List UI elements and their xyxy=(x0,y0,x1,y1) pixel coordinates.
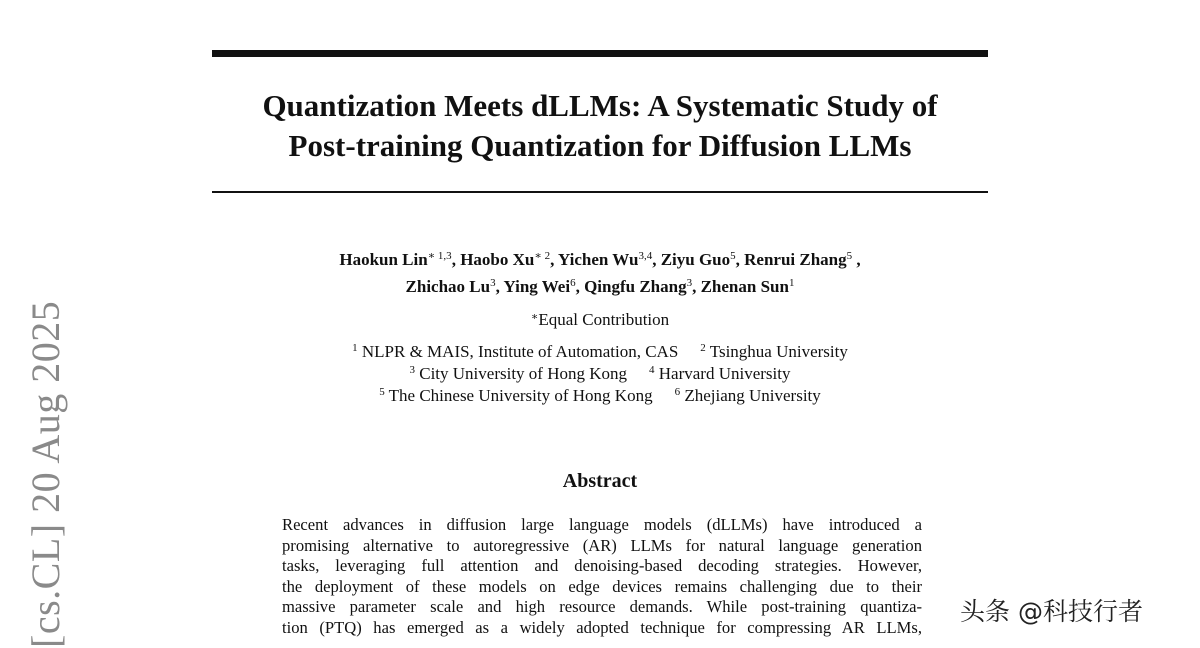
affiliation-line-3 xyxy=(212,385,988,407)
author-affil-mark: 3,4 xyxy=(638,250,653,262)
author-affil-mark: 1 xyxy=(788,277,795,289)
source-watermark: 头条 @科技行者 xyxy=(960,597,1143,626)
affiliation-number: 2 xyxy=(700,342,706,354)
arxiv-side-stamp: [cs.CL] 20 Aug 2025 xyxy=(23,300,68,648)
abstract-line: Recent advances in diffusion large language models (dLLMs) have introduced a xyxy=(282,515,922,534)
title-top-rule xyxy=(212,50,988,57)
author-name: Yichen Wu xyxy=(557,250,639,269)
author-name: Ying Wei xyxy=(503,277,571,296)
author-separator: , xyxy=(550,250,558,269)
affiliation-line-1 xyxy=(212,341,988,363)
author-name: Zhichao Lu xyxy=(405,277,491,296)
equal-contribution-note xyxy=(212,309,988,331)
abstract-line: tasks, leveraging full attention and denoising-based decoding strategies. However, xyxy=(282,556,922,576)
author-affil-mark: ∗ 2 xyxy=(534,250,551,262)
abstract-line: promising alternative to autoregressive (AR) LLMs for natural language generation xyxy=(282,535,922,555)
author-affil-mark: 5 xyxy=(846,250,853,262)
affiliation-name: City University of Hong Kong xyxy=(419,364,628,383)
affiliation-name: Tsinghua University xyxy=(709,342,848,361)
author-name: Renrui Zhang xyxy=(744,250,847,269)
author-separator: , xyxy=(735,250,745,269)
author-line-1 xyxy=(212,246,988,273)
author-separator: , xyxy=(652,250,661,269)
author-affil-mark: 5 xyxy=(730,250,736,262)
author-separator: , xyxy=(451,250,461,269)
equal-contribution-mark: ∗ xyxy=(530,311,539,323)
author-name: Qingfu Zhang xyxy=(584,277,687,296)
author-name: Haokun Lin xyxy=(339,250,428,269)
affiliation-name: Harvard University xyxy=(658,364,791,383)
author-separator: , xyxy=(852,250,861,269)
title-line-2: Post-training Quantization for Diffusion LLMs xyxy=(288,128,912,163)
affiliation-name: The Chinese University of Hong Kong xyxy=(388,386,653,405)
author-name: Zhenan Sun xyxy=(700,277,789,296)
abstract-heading: Abstract xyxy=(562,470,638,492)
author-line-2 xyxy=(212,273,988,300)
author-name: Haobo Xu xyxy=(460,250,535,269)
author-affil-mark: 3 xyxy=(490,277,496,289)
author-affil-mark: 3 xyxy=(686,277,693,289)
author-name: Ziyu Guo xyxy=(660,250,731,269)
abstract-line: tion (PTQ) has emerged as a widely adopted technique for compressing AR LLMs, xyxy=(282,617,922,637)
abstract-body xyxy=(282,515,922,639)
affiliation-list xyxy=(212,341,988,407)
author-list xyxy=(212,246,988,300)
paper-title xyxy=(212,86,988,166)
author-affil-mark: 6 xyxy=(570,277,576,289)
author-affil-mark: ∗ 1,3 xyxy=(427,250,452,262)
affiliation-number: 3 xyxy=(409,364,415,376)
affiliation-number: 1 xyxy=(352,342,358,354)
abstract-line: the deployment of these models on edge devices remains challenging due to their xyxy=(282,576,922,596)
affiliation-number: 6 xyxy=(674,386,681,398)
abstract-line: massive parameter scale and high resource demands. While post-training quantiza- xyxy=(282,597,922,617)
affiliation-number: 4 xyxy=(649,364,655,376)
equal-contribution-text: Equal Contribution xyxy=(538,310,670,329)
affiliation-number: 5 xyxy=(379,386,385,398)
title-line-1: Quantization Meets dLLMs: A Systematic Study of xyxy=(262,88,938,123)
author-separator: , xyxy=(495,277,504,296)
author-separator: , xyxy=(692,277,701,296)
affiliation-name: NLPR & MAIS, Institute of Automation, CAS xyxy=(361,342,679,361)
affiliation-name: Zhejiang University xyxy=(684,386,821,405)
title-bottom-rule xyxy=(212,191,988,193)
affiliation-line-2 xyxy=(212,363,988,385)
author-separator: , xyxy=(575,277,585,296)
